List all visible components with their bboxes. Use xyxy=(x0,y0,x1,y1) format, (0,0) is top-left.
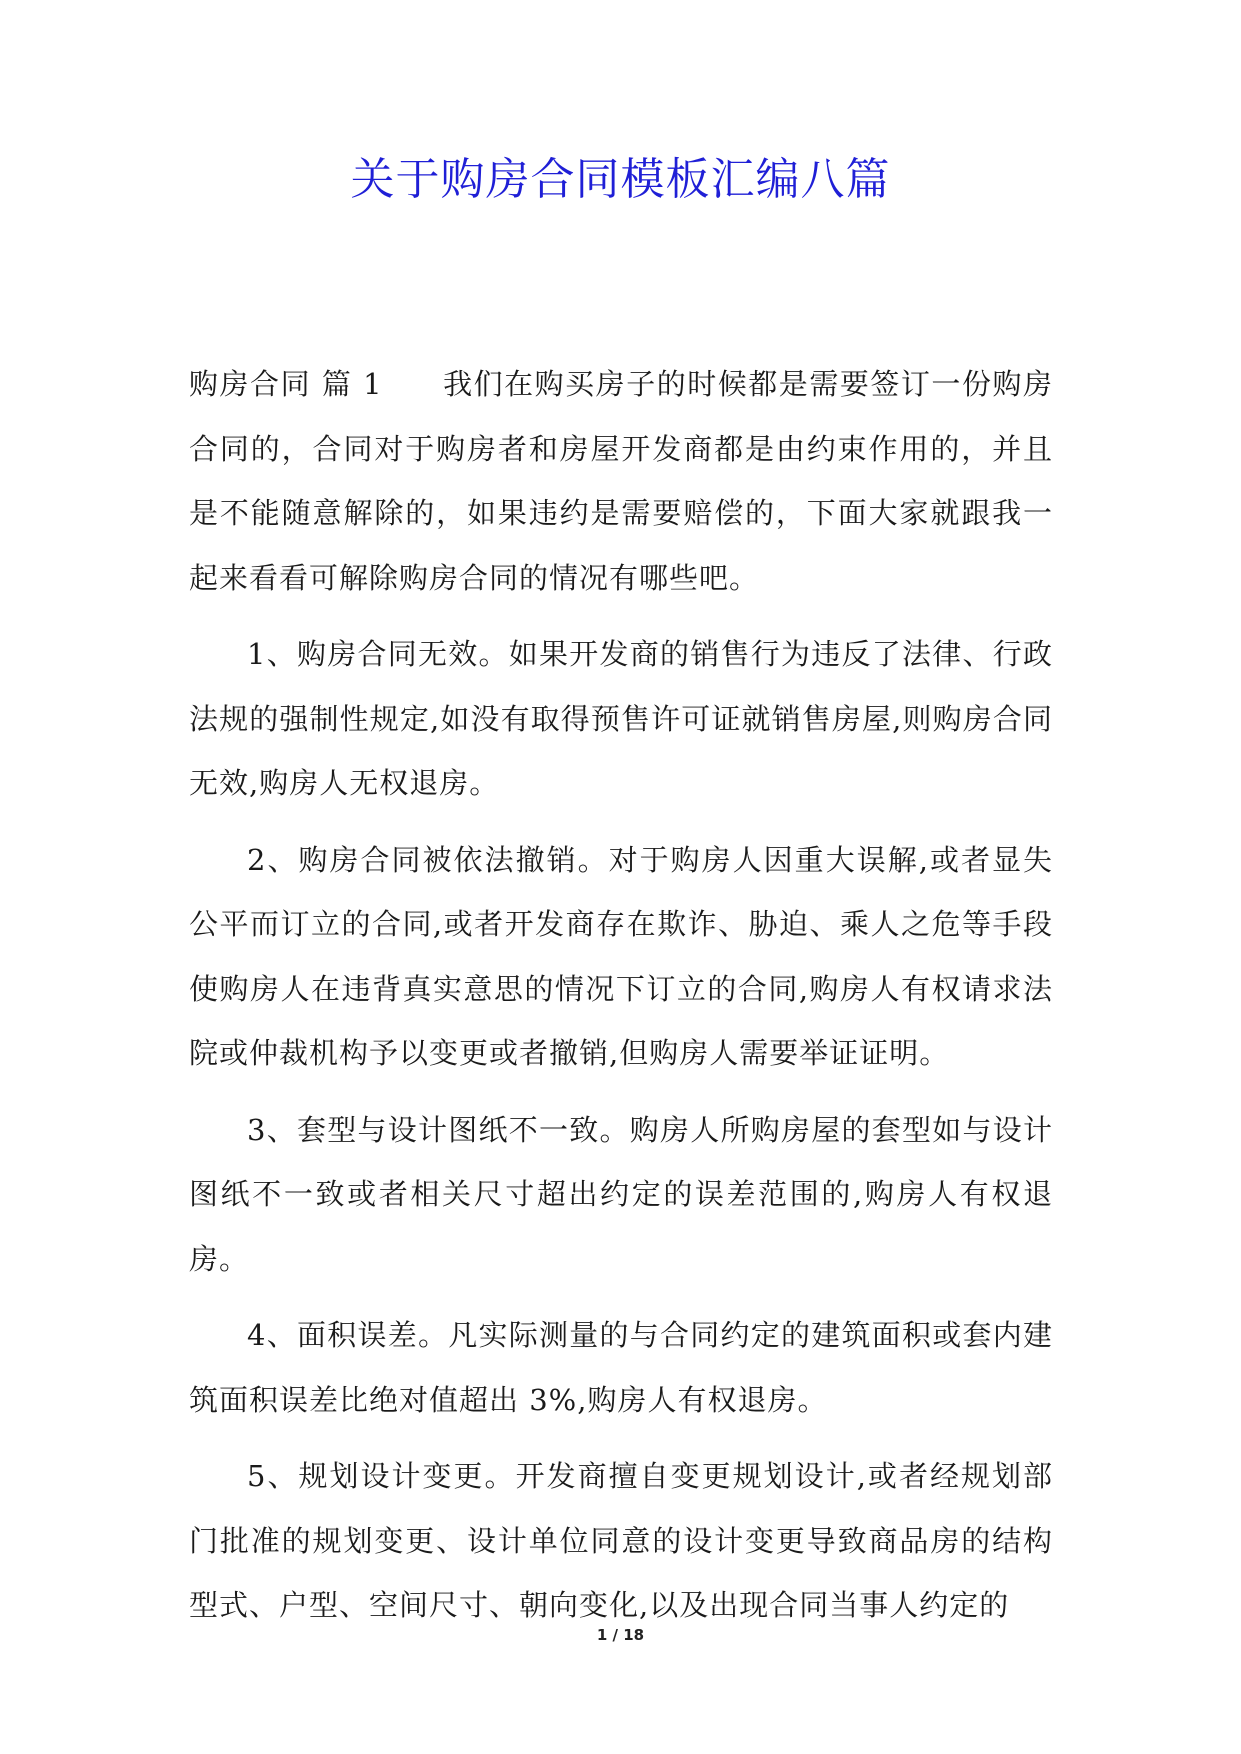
paragraph-item-1: 1、购房合同无效。如果开发商的销售行为违反了法律、行政法规的强制性规定,如没有取得预售许可证就销售房屋,则购房合同无效,购房人无权退房。 xyxy=(189,637,1053,800)
paragraph-item-2: 2、购房合同被依法撤销。对于购房人因重大误解,或者显失公平而订立的合同,或者开发商存在欺诈、胁迫、乘人之危等手段使购房人在违背真实意思的情况下订立的合同,购房人有权请求法院或仲裁机构予以变更或者撤销,但购房人需要举证证明。 xyxy=(189,842,1053,1070)
page-number: 1 / 18 xyxy=(596,1626,645,1644)
paragraph-text: 我们在购买房子的时候都是需要签订一份购房合同的，合同对于购房者和房屋开发商都是由约束作用的，并且是不能随意解除的，如果违约是需要赔偿的，下面大家就跟我一起来看看可解除购房合同的情况有哪些吧。 xyxy=(189,367,1053,595)
paragraph-item-3: 3、套型与设计图纸不一致。购房人所购房屋的套型如与设计图纸不一致或者相关尺寸超出约定的误差范围的,购房人有权退房。 xyxy=(189,1112,1053,1276)
paragraph-item-5: 5、规划设计变更。开发商擅自变更规划设计,或者经规划部门批准的规划变更、设计单位同意的设计变更导致商品房的结构型式、户型、空间尺寸、朝向变化,以及出现合同当事人约定的 xyxy=(189,1459,1053,1622)
intro-paragraph xyxy=(189,352,1053,610)
document-body xyxy=(189,352,1053,1650)
section-label: 购房合同 篇 1 xyxy=(189,367,383,401)
paragraph-item-4: 4、面积误差。凡实际测量的与合同约定的建筑面积或套内建筑面积误差比绝对值超出 3%,购房人有权退房。 xyxy=(189,1318,1053,1417)
page-title: 关于购房合同模板汇编八篇 xyxy=(350,154,891,205)
